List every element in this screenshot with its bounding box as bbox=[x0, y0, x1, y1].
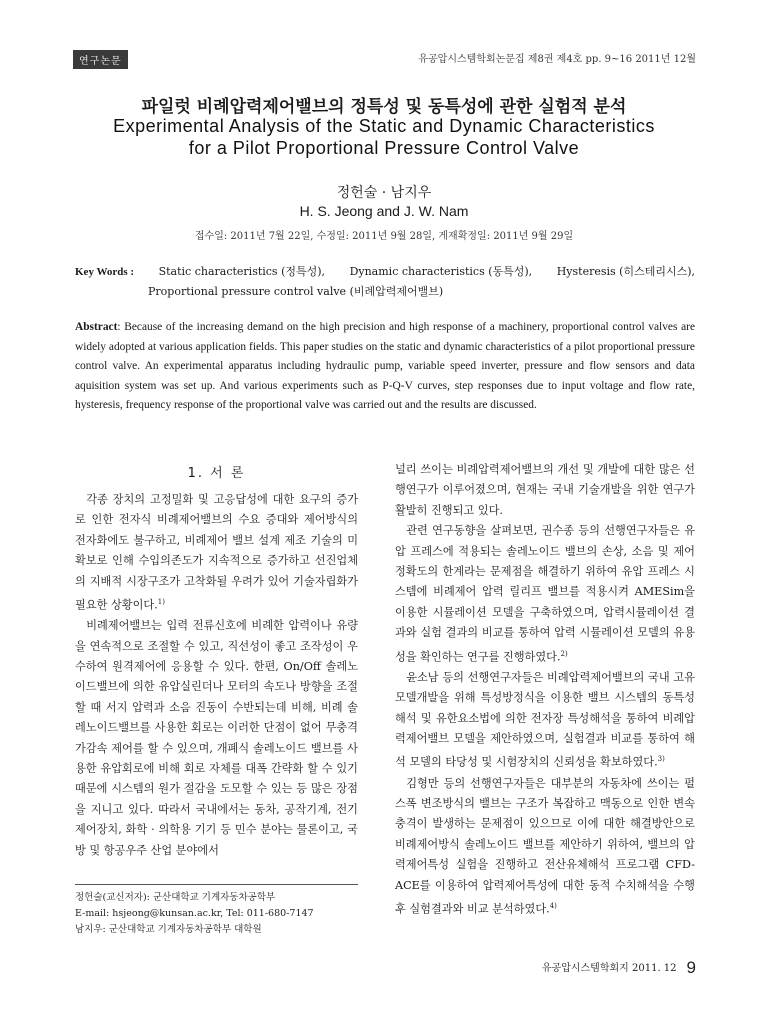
authors-korean: 정헌술 · 남지우 bbox=[336, 185, 432, 201]
reference-mark: 3) bbox=[657, 755, 665, 764]
submission-dates: 접수일: 2011년 7월 22일, 수정일: 2011년 9월 28일, 게재확정일: 2011년 9월 29일 bbox=[194, 231, 574, 242]
keyword: Dynamic characteristics (동특성), bbox=[349, 265, 533, 278]
footnote-line: 정헌술(교신저자): 군산대학교 기계자동차공학부 bbox=[75, 892, 276, 903]
paragraph: 각종 장치의 고정밀화 및 고응답성에 대한 요구의 증가로 인한 전자식 비례제어밸브의 수요 증대와 제어방식의 전자화에도 불구하고, 비례제어 밸브 설계 제조 기술의 미확보로 인해 수입의존도가 지속적으로 증가하고 선진업체의 지배적 시장구조가 고착화될 우려가 있어 기술자립화가 필요한 상황이다.$^{1)}$ bbox=[75, 493, 358, 612]
footnote-divider bbox=[75, 884, 358, 885]
abstract bbox=[75, 318, 695, 416]
footnote-line: 남지우: 군산대학교 기계자동차공학부 대학원 bbox=[75, 924, 262, 935]
keywords-label: Key Words : bbox=[75, 266, 135, 278]
abstract-text: : Because of the increasing demand on the high precision and high response of a machinery, proportional control valves are widely adopted at various application fields. This paper studies on the static and dynamic characteristics of a pilot proportional pressure control valve. An experimental apparatus including hydraulic pump, variable speed inverter, pressure and flow sensors and data aquisition system was set up. And various experiments such as P-Q-V curves, step responses due to input voltage and flow rate, hysteresis, frequency response of the proportional valve was carried out and the results are discussed. bbox=[75, 321, 695, 412]
page-number: 9 bbox=[686, 958, 696, 977]
abstract-label: Abstract bbox=[75, 321, 118, 333]
paragraph: 관련 연구동향을 살펴보면, 권수종 등의 선행연구자들은 유압 프레스에 적용되는 솔레노이드 밸브의 손상, 소음 및 제어 정확도의 한계라는 문제점을 해결하기 위하여 유압 프레스 시스템에 비례제어 압력 릴리프 밸브를 적용시켜 AMESim을 이용한 시뮬레이션 모델을 구축하였으며, 압력시뮬레이션 결과와 실험 결과의 비교를 통하여 압력 시뮬레이션 모델의 유용성을 확인하는 연구를 진행하였다.$^{2)}$ bbox=[395, 524, 695, 664]
journal-info: 유공압시스템학회논문집 제8권 제4호 pp. 9~16 2011년 12월 bbox=[418, 54, 696, 65]
keywords bbox=[75, 262, 695, 302]
section-heading: 1. 서 론 bbox=[187, 466, 246, 481]
title-korean: 파일럿 비례압력제어밸브의 정특성 및 동특성에 관한 실험적 분석 bbox=[141, 97, 627, 117]
paragraph: 김형만 등의 선행연구자들은 대부분의 자동차에 쓰이는 펄스폭 변조방식의 밸브는 구조가 복잡하고 맥동으로 인한 변속충격이 발생하는 문제점이 있으므로 이에 대한 해결방안으로 비례제어방식 솔레노이드 밸브를 제안하기 위하여, 밸브의 압력제어특성 실험을 진행하고 전산유체해석 프로그램 CFD-ACE를 이용하여 압력제어특성에 대한 동적 수치해석을 수행 후 실험결과와 비교 분석하였다.$^{4)}$ bbox=[395, 776, 695, 916]
title-english-line2: for a Pilot Proportional Pressure Control Valve bbox=[188, 138, 580, 158]
title-english-line1: Experimental Analysis of the Static and Dynamic Characteristics bbox=[113, 116, 655, 136]
authors-english: H. S. Jeong and J. W. Nam bbox=[299, 203, 469, 219]
paragraph: 윤소남 등의 선행연구자들은 비례압력제어밸브의 국내 고유 모델개발을 위해 특성방정식을 이용한 밸브 시스템의 동특성 해석 및 유한요소법에 의한 전자장 특성해석을 통하여 비례압력제어밸브 모델을 제안하였으며, 실험결과 비교를 통하여 해석 모델의 타당성 및 시험장치의 신뢰성을 확보하였다.$^{3)}$ bbox=[395, 670, 695, 770]
right-column bbox=[395, 460, 695, 920]
reference-mark: 2) bbox=[560, 649, 568, 658]
category-tag: 연구논문 bbox=[73, 50, 128, 69]
paragraph: 널리 쓰이는 비례압력제어밸브의 개선 및 개발에 대한 많은 선행연구가 이루어졌으며, 현재는 국내 기술개발을 위한 연구가 활발히 진행되고 있다. bbox=[395, 463, 695, 517]
keyword: Hysteresis (히스테리시스), bbox=[556, 265, 695, 278]
page-footer bbox=[542, 958, 696, 978]
paragraph: 비례제어밸브는 입력 전류신호에 비례한 압력이나 유량을 연속적으로 조절할 수 있고, 직선성이 좋고 조작성이 우수하여 원격제어에 응용할 수 있다. 한편, On/Off 솔레노이드밸브에 의한 유압실린더나 모터의 속도나 방향을 조절할 때 서지 압력과 소음 진동이 수반되는데 비해, 비례 솔레노이드밸브를 사용한 회로는 이러한 단점이 없어 무충격 가감속 제어를 할 수 있으며, 개폐식 솔레노이드 밸브를 사용한 유압회로에 비해 회로 자체를 대폭 간략화 할 수 있기 때문에 시스템의 원가 절감을 도모할 수 있는 등 많은 장점을 지니고 있다. 따라서 국내에서는 동차, 공작기계, 전기제어장치, 화학 · 의학용 기기 등 민수 분야는 물론이고, 국방 및 항공우주 산업 분야에서 bbox=[75, 619, 358, 857]
left-column bbox=[75, 490, 358, 861]
keyword: Proportional pressure control valve (비례압력제어밸브) bbox=[148, 285, 444, 298]
keyword: Static characteristics (정특성), bbox=[158, 265, 326, 278]
footnote bbox=[75, 890, 365, 938]
reference-mark: 4) bbox=[549, 902, 557, 910]
footnote-line: E-mail: hsjeong@kunsan.ac.kr, Tel: 011-680-7147 bbox=[75, 908, 314, 919]
footer-journal: 유공압시스템학회지 2011. 12 bbox=[541, 963, 677, 974]
reference-mark: 1) bbox=[157, 598, 165, 607]
